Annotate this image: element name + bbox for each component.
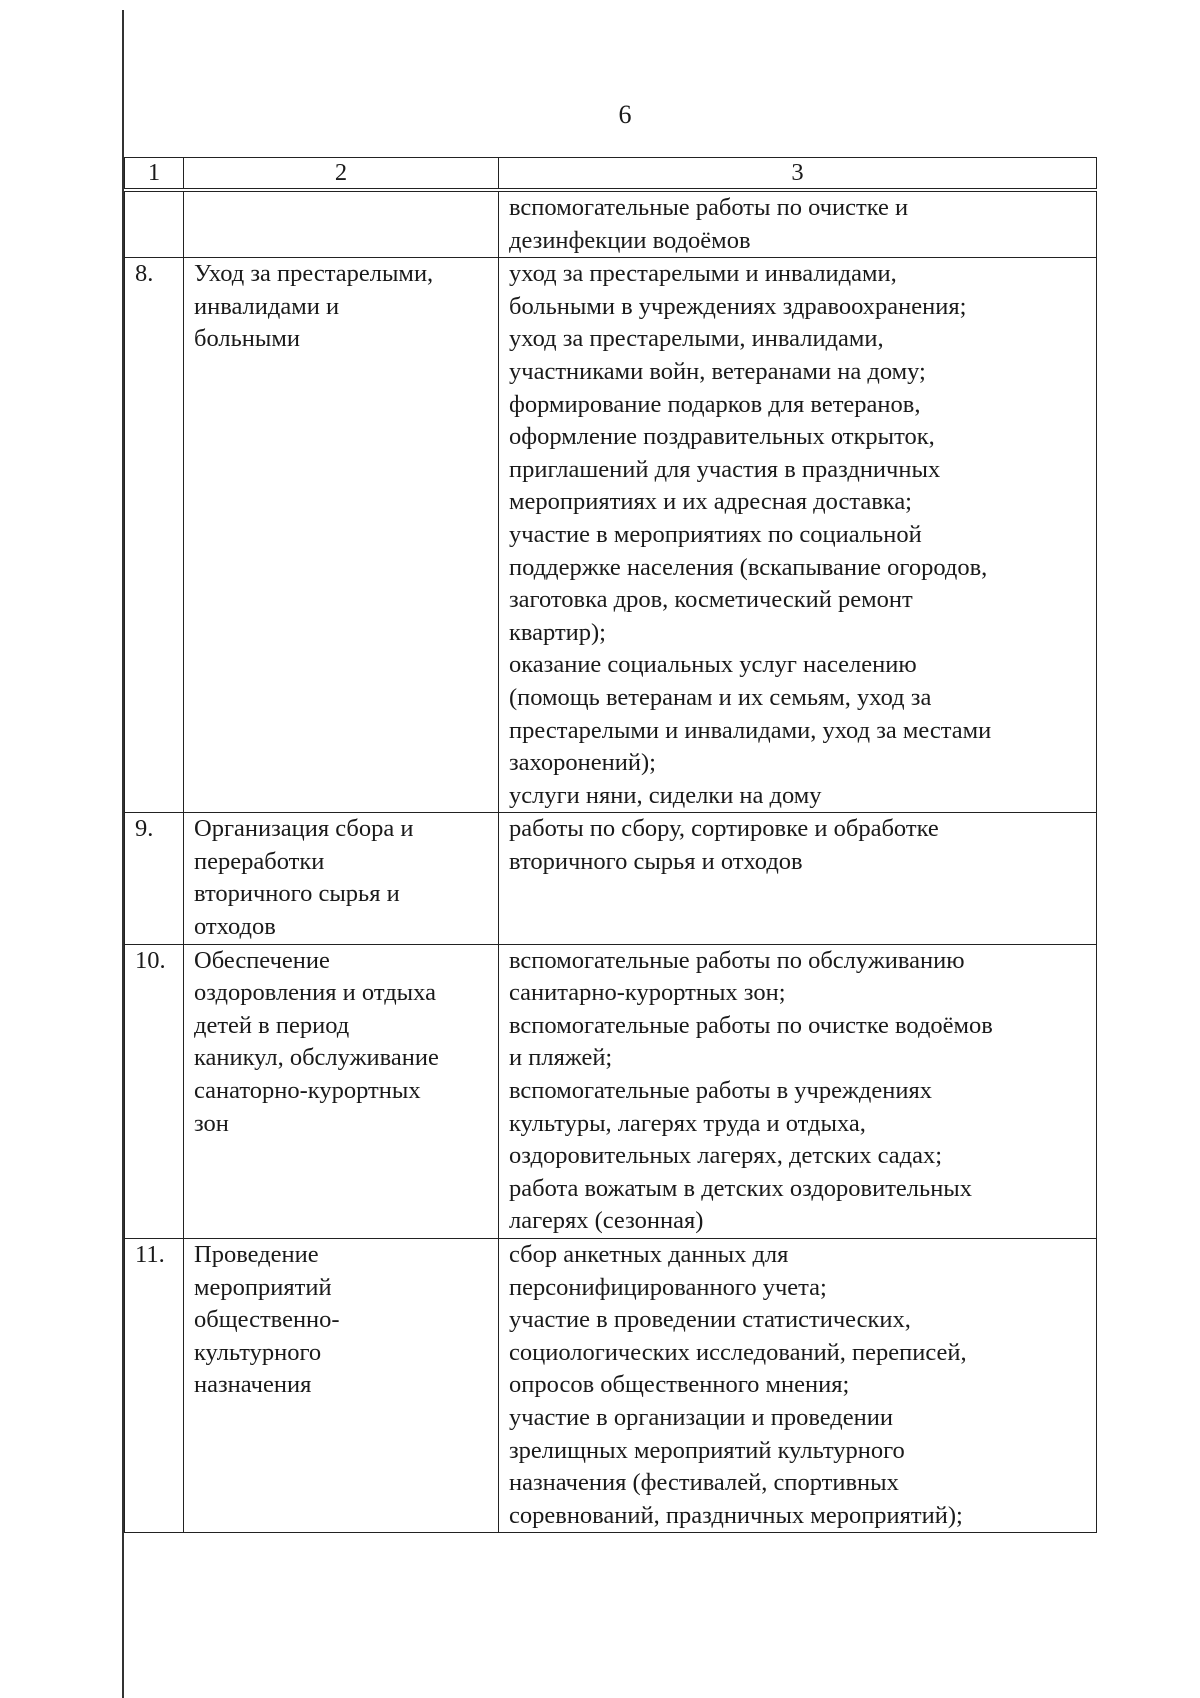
works-line: приглашений для участия в праздничных: [509, 455, 941, 483]
header-col-1: 1: [125, 158, 184, 191]
works-line: персонифицированного учета;: [509, 1273, 827, 1301]
works-line: больными в учреждениях здравоохранения;: [509, 292, 967, 320]
work-type-cell: [184, 1239, 499, 1533]
works-list-cell: [499, 813, 1097, 944]
works-table-body: [125, 158, 1097, 1533]
works-line: участие в проведении статистических,: [509, 1306, 911, 1334]
works-line: участие в мероприятиях по социальной: [509, 520, 922, 548]
work-type-cell: [184, 190, 499, 258]
work-type-line: санаторно-курортных: [194, 1077, 421, 1105]
works-line: оформление поздравительных открыток,: [509, 423, 935, 451]
table-row: [125, 1239, 1097, 1533]
works-line: работы по сбору, сортировке и обработке: [509, 815, 939, 843]
works-line: лагерях (сезонная): [509, 1207, 704, 1235]
works-line: формирование подарков для ветеранов,: [509, 390, 921, 418]
work-type-line: оздоровления и отдыха: [194, 979, 436, 1007]
row-number: [125, 190, 184, 258]
work-type-cell: [184, 813, 499, 944]
header-col-3: 3: [499, 158, 1097, 191]
works-line: заготовка дров, косметический ремонт: [509, 586, 913, 614]
table-row: [125, 944, 1097, 1238]
works-line: участие в организации и проведении: [509, 1403, 893, 1431]
works-line: захоронений);: [509, 749, 656, 777]
works-line: культуры, лагерях труда и отдыха,: [509, 1109, 866, 1137]
work-type-line: отходов: [194, 913, 276, 941]
work-type-line: вторичного сырья и: [194, 880, 400, 908]
works-table: [124, 157, 1097, 1533]
works-list-cell: [499, 190, 1097, 258]
works-list-cell: [499, 258, 1097, 813]
works-list-cell: [499, 944, 1097, 1238]
work-type-line: Обеспечение: [194, 946, 330, 974]
works-line: работа вожатым в детских оздоровительных: [509, 1174, 973, 1202]
works-line: услуги няни, сиделки на дому: [509, 781, 822, 809]
works-line: вспомогательные работы по очистке водоёмов: [509, 1011, 993, 1039]
works-line: и пляжей;: [509, 1044, 613, 1072]
works-line: квартир);: [509, 618, 606, 646]
work-type-line: Уход за престарелыми,: [194, 260, 434, 288]
work-type-line: Проведение: [194, 1241, 319, 1268]
works-line: оздоровительных лагерях, детских садах;: [509, 1142, 943, 1170]
works-line: вторичного сырья и отходов: [509, 847, 803, 875]
table-row: [125, 258, 1097, 813]
table-header-row: [125, 158, 1097, 191]
row-number: 9.: [125, 813, 184, 944]
work-type-line: переработки: [194, 847, 325, 875]
works-line: участниками войн, ветеранами на дому;: [509, 357, 926, 385]
works-line: вспомогательные работы по очистке и: [509, 194, 909, 221]
row-number: 11.: [125, 1239, 184, 1533]
works-line: зрелищных мероприятий культурного: [509, 1436, 905, 1464]
works-line: уход за престарелыми, инвалидами,: [509, 325, 884, 353]
works-line: мероприятиях и их адресная доставка;: [509, 488, 912, 516]
works-line: оказание социальных услуг населению: [509, 651, 917, 679]
work-type-line: детей в период: [194, 1011, 350, 1039]
work-type-line: инвалидами и: [194, 292, 340, 320]
work-type-line: Организация сбора и: [194, 815, 414, 843]
works-line: престарелыми и инвалидами, уход за местами: [509, 716, 992, 744]
works-line: (помощь ветеранам и их семьям, уход за: [509, 683, 932, 711]
work-type-cell: [184, 258, 499, 813]
works-line: поддержке населения (вскапывание огородов,: [509, 553, 988, 581]
works-line: дезинфекции водоёмов: [509, 226, 751, 254]
works-line: соревнований, праздничных мероприятий);: [509, 1501, 963, 1529]
works-line: опросов общественного мнения;: [509, 1371, 850, 1399]
row-number: 8.: [125, 258, 184, 813]
work-type-line: зон: [194, 1109, 229, 1137]
work-type-cell: [184, 944, 499, 1238]
works-line: социологических исследований, переписей,: [509, 1338, 967, 1366]
table-row: [125, 813, 1097, 944]
works-line: уход за престарелыми и инвалидами,: [509, 260, 897, 288]
works-line: санитарно-курортных зон;: [509, 979, 786, 1007]
works-line: назначения (фестивалей, спортивных: [509, 1469, 899, 1497]
works-line: сбор анкетных данных для: [509, 1241, 789, 1268]
works-list-cell: [499, 1239, 1097, 1533]
work-type-line: культурного: [194, 1338, 322, 1366]
page-number: 6: [618, 100, 632, 129]
row-number: 10.: [125, 944, 184, 1238]
work-type-line: каникул, обслуживание: [194, 1044, 439, 1072]
table-row: [125, 190, 1097, 258]
work-type-line: больными: [194, 325, 300, 353]
header-col-2: 2: [184, 158, 499, 191]
work-type-line: назначения: [194, 1371, 312, 1399]
work-type-line: мероприятий: [194, 1273, 332, 1301]
works-line: вспомогательные работы по обслуживанию: [509, 946, 965, 974]
work-type-line: общественно-: [194, 1306, 340, 1334]
works-line: вспомогательные работы в учреждениях: [509, 1077, 932, 1105]
